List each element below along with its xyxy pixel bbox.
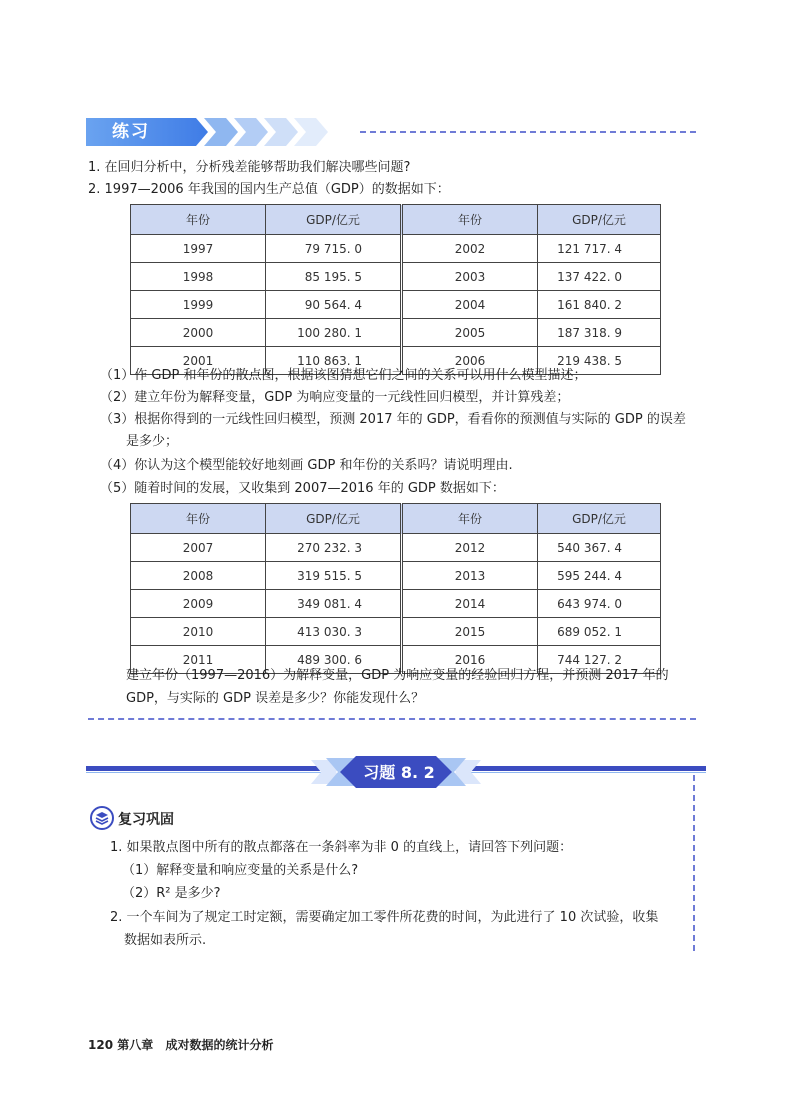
table-row xyxy=(131,618,661,646)
practice-top-divider xyxy=(360,131,696,133)
table-row xyxy=(131,590,661,618)
exercise-question-1: 1. 如果散点图中所有的散点都落在一条斜率为非 0 的直线上，请回答下列问题： xyxy=(110,840,573,855)
gdp-cell: 413 030. 3 xyxy=(266,618,402,646)
year-cell: 2011 xyxy=(131,646,266,674)
sub-question-1: （1）作 GDP 和年份的散点图，根据该图猜想它们之间的关系可以用什么模型描述； xyxy=(100,368,587,383)
year-cell: 2012 xyxy=(402,534,538,562)
gdp-table-1997-2006 xyxy=(130,204,661,375)
gdp-cell: 643 974. 0 xyxy=(538,590,661,618)
gdp-cell: 319 515. 5 xyxy=(266,562,402,590)
review-icon xyxy=(90,806,114,830)
chapter-label: 第八章 xyxy=(117,1038,154,1052)
page-number: 120 xyxy=(88,1038,114,1052)
exercise-title: 习题 8. 2 xyxy=(363,763,435,782)
sub-question-4: （4）你认为这个模型能较好地刻画 GDP 和年份的关系吗？请说明理由. xyxy=(100,458,513,473)
year-cell: 2015 xyxy=(402,618,538,646)
year-cell: 2003 xyxy=(402,263,538,291)
chapter-title: 成对数据的统计分析 xyxy=(165,1038,274,1052)
table-row xyxy=(131,263,661,291)
year-cell: 2016 xyxy=(402,646,538,674)
gdp-cell: 595 244. 4 xyxy=(538,562,661,590)
gdp-cell: 270 232. 3 xyxy=(266,534,402,562)
header-gdp: GDP/亿元 xyxy=(538,504,661,534)
header-year: 年份 xyxy=(131,205,266,235)
gdp-cell: 349 081. 4 xyxy=(266,590,402,618)
page-footer xyxy=(88,1036,273,1053)
year-cell: 2009 xyxy=(131,590,266,618)
header-year: 年份 xyxy=(131,504,266,534)
practice-question-1: 1. 在回归分析中，分析残差能够帮助我们解决哪些问题? xyxy=(88,160,411,175)
year-cell: 1997 xyxy=(131,235,266,263)
year-cell: 2000 xyxy=(131,319,266,347)
sub-question-3: （3）根据你得到的一元线性回归模型，预测 2017 年的 GDP，看看你的预测值与实际的 GDP 的误差 xyxy=(100,412,686,427)
exercise-right-border xyxy=(693,775,695,951)
gdp-cell: 79 715. 0 xyxy=(266,235,402,263)
table-row xyxy=(131,319,661,347)
gdp-cell: 100 280. 1 xyxy=(266,319,402,347)
gdp-cell: 110 863. 1 xyxy=(266,347,402,375)
year-cell: 2006 xyxy=(402,347,538,375)
gdp-cell: 219 438. 5 xyxy=(538,347,661,375)
table-row xyxy=(131,562,661,590)
year-cell: 2010 xyxy=(131,618,266,646)
year-cell: 2002 xyxy=(402,235,538,263)
exercise-question-1-sub-2: （2）R² 是多少? xyxy=(122,886,221,901)
sub-question-5: （5）随着时间的发展，又收集到 2007—2016 年的 GDP 数据如下： xyxy=(100,481,505,496)
gdp-cell: 137 422. 0 xyxy=(538,263,661,291)
year-cell: 1999 xyxy=(131,291,266,319)
gdp-cell: 489 300. 6 xyxy=(266,646,402,674)
gdp-cell: 161 840. 2 xyxy=(538,291,661,319)
year-cell: 2014 xyxy=(402,590,538,618)
gdp-cell: 90 564. 4 xyxy=(266,291,402,319)
gdp-cell: 187 318. 9 xyxy=(538,319,661,347)
year-cell: 2004 xyxy=(402,291,538,319)
header-gdp: GDP/亿元 xyxy=(538,205,661,235)
table-row xyxy=(131,534,661,562)
practice-bottom-divider xyxy=(88,718,696,720)
table-row xyxy=(131,235,661,263)
final-question-line-1: 建立年份（1997—2016）为解释变量，GDP 为响应变量的经验回归方程，并预测 2017 年的 xyxy=(126,668,669,683)
gdp-cell: 85 195. 5 xyxy=(266,263,402,291)
table-row xyxy=(131,291,661,319)
header-year: 年份 xyxy=(402,205,538,235)
gdp-cell: 121 717. 4 xyxy=(538,235,661,263)
year-cell: 1998 xyxy=(131,263,266,291)
review-section-title: 复习巩固 xyxy=(118,812,174,828)
exercise-question-2-cont: 数据如表所示. xyxy=(124,933,207,948)
year-cell: 2008 xyxy=(131,562,266,590)
year-cell: 2007 xyxy=(131,534,266,562)
exercise-question-1-sub-1: （1）解释变量和响应变量的关系是什么? xyxy=(122,863,359,878)
gdp-table-2007-2016 xyxy=(130,503,661,674)
header-gdp: GDP/亿元 xyxy=(266,205,402,235)
header-year: 年份 xyxy=(402,504,538,534)
gdp-cell: 540 367. 4 xyxy=(538,534,661,562)
sub-question-2: （2）建立年份为解释变量，GDP 为响应变量的一元线性回归模型，并计算残差； xyxy=(100,390,570,405)
practice-question-2: 2. 1997—2006 年我国的国内生产总值（GDP）的数据如下： xyxy=(88,182,450,197)
table-header-row xyxy=(131,205,661,235)
year-cell: 2005 xyxy=(402,319,538,347)
gdp-cell: 689 052. 1 xyxy=(538,618,661,646)
final-question-line-2: GDP，与实际的 GDP 误差是多少？你能发现什么？ xyxy=(126,691,425,706)
year-cell: 2013 xyxy=(402,562,538,590)
gdp-cell: 744 127. 2 xyxy=(538,646,661,674)
table-header-row xyxy=(131,504,661,534)
year-cell: 2001 xyxy=(131,347,266,375)
exercise-question-2: 2. 一个车间为了规定工时定额，需要确定加工零件所花费的时间，为此进行了 10 次试验，收集 xyxy=(110,910,659,925)
practice-title: 练习 xyxy=(112,122,150,142)
header-gdp: GDP/亿元 xyxy=(266,504,402,534)
sub-question-3-cont: 是多少； xyxy=(126,434,179,449)
